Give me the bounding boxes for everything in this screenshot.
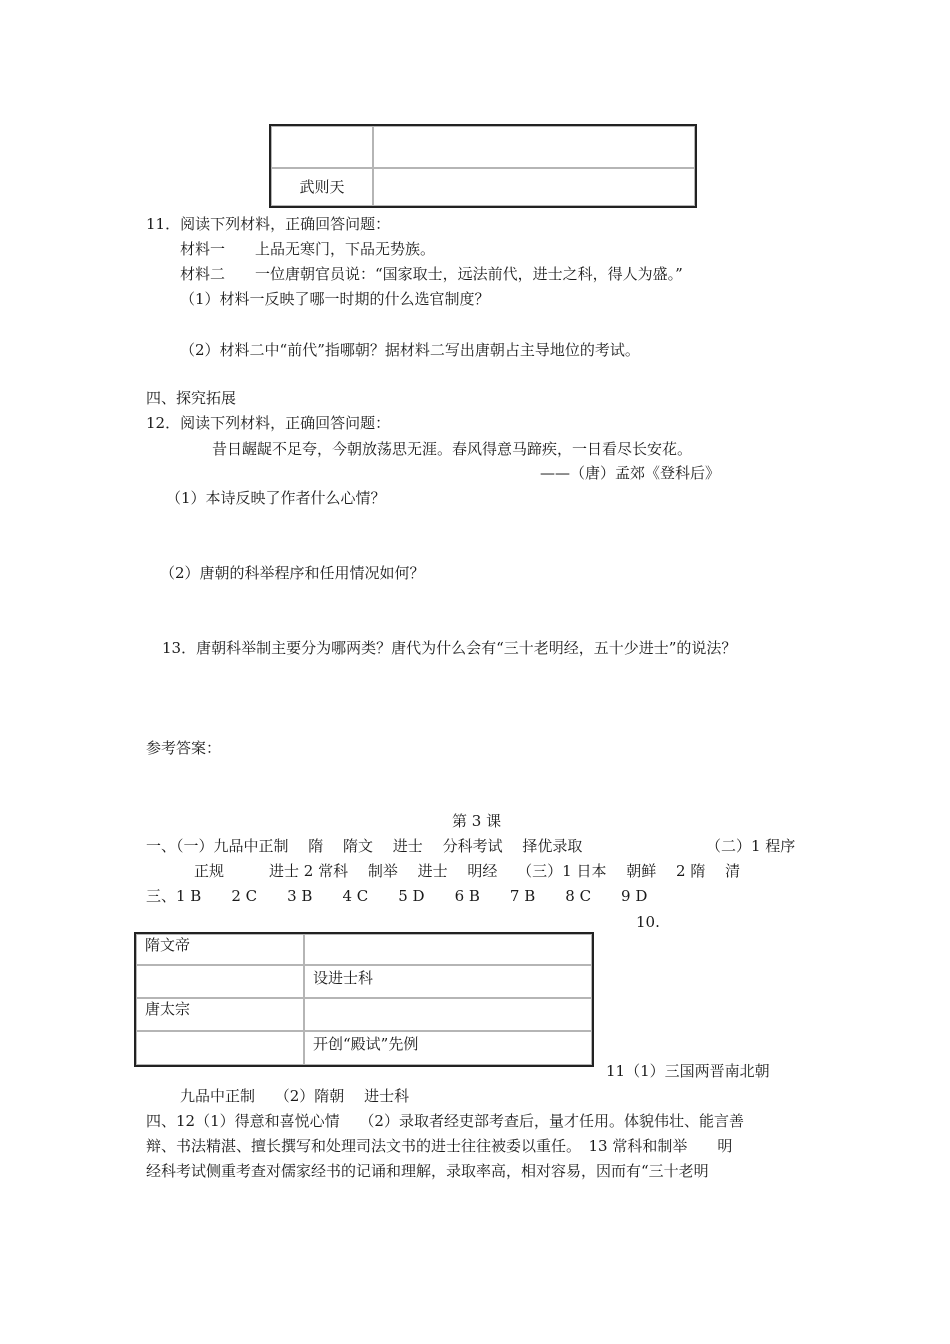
table-row [136,1031,592,1065]
answer-line-1: 一、（一）九品中正制 隋 隋文 进士 分科考试 择优录取 [146,837,583,855]
answer-line-2: 正规 进士 2 常科 制举 进士 明经 （三）1 日本 朝鲜 2 隋 清 [194,862,741,880]
q11-material-2: 材料二 一位唐朝官员说：“国家取士，远法前代，进士之科，得人为盛。” [180,265,683,283]
table-row [136,998,592,1031]
top-table [269,124,697,208]
answers-heading: 参考答案： [146,739,222,757]
answer-12-line-1: 四、12（1）得意和喜悦心情 （2）录取者经吏部考查后，量才任用。体貌伟壮、能言善 [146,1112,744,1130]
section-heading: 四、探究拓展 [146,389,237,407]
q11-title: 11．阅读下列材料，正确回答问题： [146,215,391,233]
q10-label: 10. [636,913,660,931]
table-cell: 设进士科 [304,965,592,998]
table-row [271,168,695,206]
table-cell [136,965,304,998]
table-cell [373,126,695,168]
q12-poem: 昔日龌龊不足夸，今朝放荡思无涯。春风得意马蹄疾，一日看尽长安花。 [212,440,693,458]
answer-11-line-2: 九品中正制 （2）隋朝 进士科 [180,1087,410,1105]
table-row [136,965,592,998]
table-cell [271,126,373,168]
table-cell [373,168,695,206]
answer-12-line-2: 辩、书法精湛、擅长撰写和处理司法文书的进士往往被委以重任。 13 常科和制举 明 [146,1137,733,1155]
table-cell: 隋文帝 [136,934,304,965]
answer-line-1-right: （二）1 程序 [706,837,796,855]
q11-sub-question-1: （1）材料一反映了哪一时期的什么选官制度？ [180,290,490,308]
table-cell: 开创“殿试”先例 [304,1031,592,1065]
table-cell: 武则天 [271,168,373,206]
table-cell [304,934,592,965]
table-row [136,934,592,965]
q12-sub-question-1: （1）本诗反映了作者什么心情？ [166,489,386,507]
q11-sub-question-2: （2）材料二中“前代”指哪朝？据材料二写出唐朝占主导地位的考试。 [180,341,640,359]
table-cell [304,998,592,1031]
q12-poem-source: ——（唐）孟郊《登科后》 [540,464,721,482]
q11-material-1: 材料一 上品无寒门，下品无势族。 [180,240,436,258]
answer-11-line-1: 11（1）三国两晋南北朝 [606,1062,770,1080]
q13-question: 13．唐朝科举制主要分为哪两类？唐代为什么会有“三十老明经，五十少进士”的说法？ [162,639,737,657]
q12-title: 12．阅读下列材料，正确回答问题： [146,414,391,432]
table-cell: 唐太宗 [136,998,304,1031]
q12-sub-question-2: （2）唐朝的科举程序和任用情况如何？ [160,564,425,582]
answer-line-3: 三、1 B 2 C 3 B 4 C 5 D 6 B 7 B 8 C 9 D [146,887,648,905]
answer-12-line-3: 经科考试侧重考查对儒家经书的记诵和理解，录取率高，相对容易，因而有“三十老明 [146,1162,709,1180]
table-row [271,126,695,168]
lesson-title: 第 3 课 [452,812,502,830]
table-cell [136,1031,304,1065]
answer-table [134,932,594,1067]
